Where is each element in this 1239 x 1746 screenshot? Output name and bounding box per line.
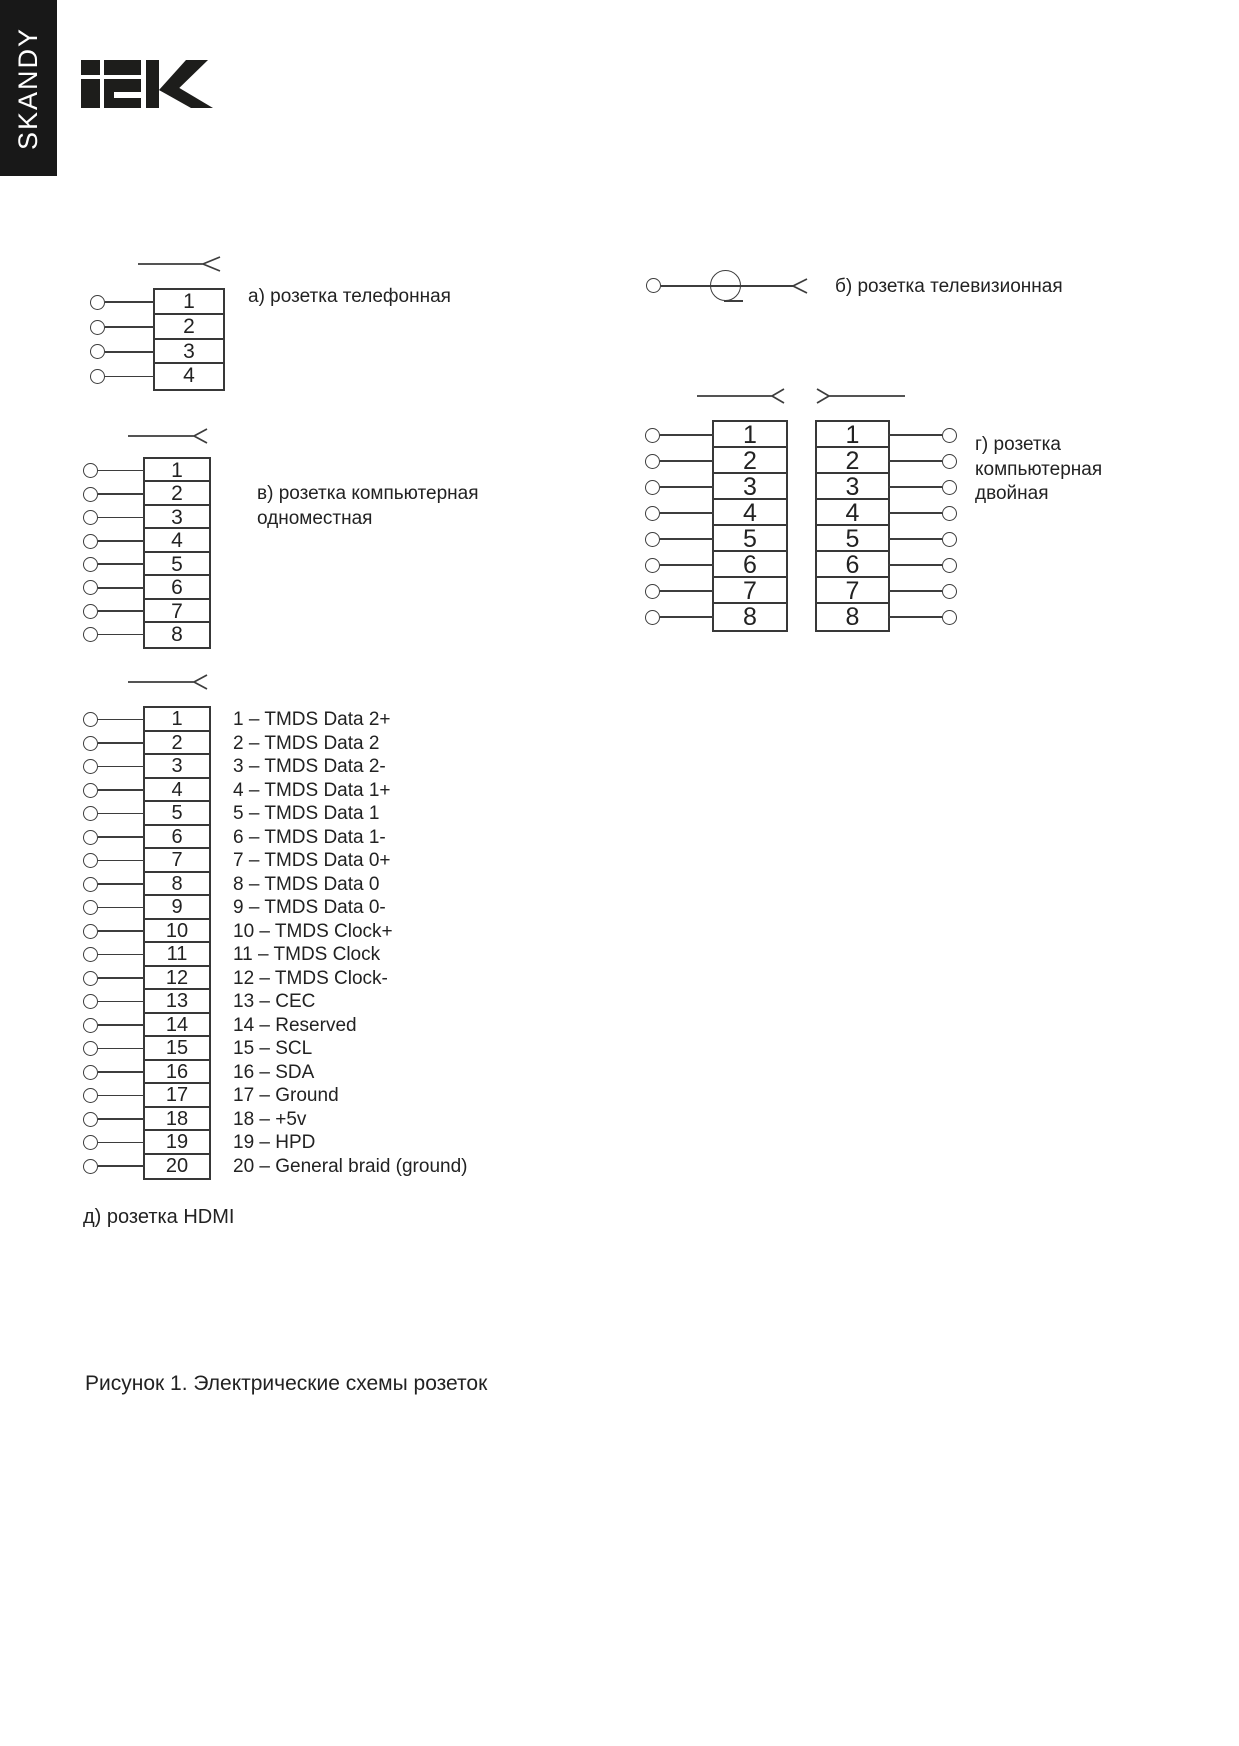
- pin-row: [145, 600, 209, 623]
- pin-row: [714, 526, 786, 552]
- pin-lead-line: [98, 1095, 145, 1097]
- pin-terminal-circle-icon: [83, 627, 98, 642]
- pin-number: 1: [183, 290, 195, 313]
- pin-number: 2: [171, 482, 183, 506]
- pin-row: [155, 364, 223, 389]
- pin-terminal-circle-icon: [942, 454, 957, 469]
- pin-lead-line: [660, 590, 714, 592]
- pin-description: 20 – General braid (ground): [233, 1155, 468, 1177]
- pin-terminal-circle-icon: [645, 532, 660, 547]
- pin-lead-line: [888, 538, 942, 540]
- pin-number: 4: [845, 499, 860, 527]
- pin-description: 1 – TMDS Data 2+: [233, 709, 391, 730]
- connector-fork-icon: [697, 387, 784, 405]
- label-line: в) розетка компьютерная: [257, 483, 479, 504]
- pin-terminal-circle-icon: [83, 1018, 98, 1033]
- pin-row: [145, 623, 209, 646]
- pin-description: 14 – Reserved: [233, 1014, 357, 1036]
- pin-terminal-circle-icon: [90, 369, 105, 384]
- pin-number: 13: [165, 990, 189, 1012]
- pin-row: [714, 422, 786, 448]
- pin-lead-line: [660, 538, 714, 540]
- pin-number: 4: [743, 499, 757, 527]
- pin-number: 8: [743, 603, 757, 631]
- pin-row: [817, 604, 888, 630]
- pin-terminal-circle-icon: [942, 532, 957, 547]
- pin-row: [817, 526, 888, 552]
- telephone-socket-label: а) розетка телефонная: [248, 286, 451, 307]
- pin-row: [145, 778, 391, 803]
- computer-double-socket-label: [975, 433, 1102, 507]
- pin-terminal-circle-icon: [83, 1135, 98, 1150]
- pin-row: [145, 896, 386, 920]
- pin-terminal-circle-icon: [83, 806, 98, 821]
- pin-number: 5: [171, 802, 183, 824]
- iek-logo-icon: [81, 59, 214, 109]
- pin-terminal-circle-icon: [645, 584, 660, 599]
- pin-terminal-circle-icon: [83, 924, 98, 939]
- pin-lead-line: [105, 326, 155, 328]
- telephone-pinbox: [153, 288, 225, 391]
- pin-number: 17: [165, 1084, 189, 1106]
- pin-lead-line: [660, 460, 714, 462]
- pin-terminal-circle-icon: [83, 994, 98, 1009]
- pin-number: 15: [165, 1037, 189, 1059]
- pin-terminal-circle-icon: [83, 1041, 98, 1056]
- pin-description: 15 – SCL: [233, 1038, 313, 1059]
- pin-lead-line: [98, 954, 145, 956]
- pin-description: 10 – TMDS Clock+: [233, 920, 393, 942]
- pin-lead-line: [98, 610, 145, 612]
- pin-row: [817, 448, 888, 474]
- pin-row: [145, 1013, 357, 1038]
- pin-terminal-circle-icon: [645, 454, 660, 469]
- pin-row: [145, 1107, 307, 1132]
- pin-row: [817, 422, 888, 448]
- pin-row: [155, 290, 223, 315]
- pin-terminal-circle-icon: [83, 1159, 98, 1174]
- pin-lead-line: [98, 1118, 145, 1120]
- pin-lead-line: [105, 376, 155, 378]
- pin-terminal-circle-icon: [645, 558, 660, 573]
- pin-lead-line: [98, 930, 145, 932]
- pin-lead-line: [98, 470, 145, 472]
- pin-row: [145, 1154, 468, 1179]
- pin-lead-line: [98, 1024, 145, 1026]
- pin-terminal-circle-icon: [83, 830, 98, 845]
- pin-number: 5: [845, 525, 860, 553]
- pin-number: 8: [171, 872, 183, 895]
- pin-number: 6: [171, 576, 183, 600]
- pin-lead-line: [888, 564, 942, 566]
- pin-row: [714, 552, 786, 578]
- pin-terminal-circle-icon: [942, 480, 957, 495]
- pin-number: 2: [845, 447, 860, 475]
- pin-terminal-circle-icon: [83, 947, 98, 962]
- pin-terminal-circle-icon: [83, 534, 98, 549]
- pin-description: 9 – TMDS Data 0-: [233, 897, 386, 918]
- pin-lead-line: [98, 789, 145, 791]
- hdmi-socket-label: д) розетка HDMI: [83, 1206, 235, 1228]
- figure-caption: Рисунок 1. Электрические схемы розеток: [85, 1372, 488, 1395]
- pin-terminal-circle-icon: [83, 900, 98, 915]
- pin-description: 16 – SDA: [233, 1061, 315, 1083]
- pin-lead-line: [660, 564, 714, 566]
- pin-number: 2: [183, 314, 195, 338]
- connector-fork-icon: [128, 427, 207, 445]
- pin-lead-line: [98, 1165, 145, 1167]
- pin-row: [145, 1131, 316, 1155]
- label-line: компьютерная: [975, 458, 1103, 480]
- pin-lead-line: [98, 766, 145, 768]
- pin-terminal-circle-icon: [83, 580, 98, 595]
- pin-number: 10: [165, 919, 189, 942]
- computer-single-socket-label: [257, 482, 478, 531]
- pin-terminal-circle-icon: [83, 736, 98, 751]
- pin-row: [145, 529, 209, 552]
- tv-socket-circle-icon: [710, 270, 741, 301]
- pin-row: [714, 474, 786, 500]
- pin-lead-line: [98, 1048, 145, 1050]
- pin-number: 20: [165, 1154, 189, 1177]
- pin-row: [145, 708, 391, 732]
- pin-terminal-circle-icon: [942, 610, 957, 625]
- pin-row: [145, 755, 386, 779]
- pin-description: 12 – TMDS Clock-: [233, 967, 388, 989]
- pin-row: [145, 849, 391, 873]
- pin-number: 5: [171, 552, 183, 576]
- pin-terminal-circle-icon: [83, 853, 98, 868]
- label-line: г) розетка: [975, 434, 1061, 455]
- pin-number: 1: [171, 708, 183, 730]
- pin-row: [145, 919, 393, 944]
- pin-description: 2 – TMDS Data 2: [233, 732, 380, 754]
- computer-double-right-pinbox: [815, 420, 890, 632]
- pin-lead-line: [888, 616, 942, 618]
- series-side-tab-label: SKANDY: [13, 26, 44, 150]
- pin-lead-line: [660, 616, 714, 618]
- pin-lead-line: [98, 634, 145, 636]
- pin-lead-line: [660, 486, 714, 488]
- pin-number: 7: [743, 577, 757, 605]
- pin-row: [145, 802, 380, 826]
- pin-number: 8: [845, 603, 860, 631]
- pin-number: 3: [845, 473, 860, 501]
- pin-row: [145, 576, 209, 599]
- pin-number: 3: [183, 339, 195, 363]
- pin-terminal-circle-icon: [83, 604, 98, 619]
- pin-lead-line: [98, 1001, 145, 1003]
- pin-number: 9: [171, 896, 183, 918]
- pin-terminal-circle-icon: [83, 1065, 98, 1080]
- pin-row: [145, 1060, 315, 1085]
- pin-row: [817, 500, 888, 526]
- pin-row: [155, 315, 223, 340]
- connector-fork-icon: [792, 277, 808, 295]
- pin-lead-line: [98, 883, 145, 885]
- pin-row: [145, 966, 388, 991]
- pin-lead-line: [888, 512, 942, 514]
- pin-terminal-circle-icon: [645, 428, 660, 443]
- pin-row: [145, 459, 209, 482]
- pin-terminal-circle-icon: [83, 510, 98, 525]
- pin-number: 3: [171, 505, 183, 529]
- pin-number: 7: [845, 577, 860, 605]
- pin-number: 6: [743, 551, 757, 579]
- pin-number: 7: [171, 599, 183, 623]
- pin-row: [145, 553, 209, 576]
- pin-number: 1: [845, 421, 860, 449]
- pin-lead-line: [105, 301, 155, 303]
- pin-lead-line: [98, 813, 145, 815]
- pin-lead-line: [660, 512, 714, 514]
- pin-lead-line: [98, 540, 145, 542]
- connector-fork-mirrored-icon: [817, 387, 905, 405]
- pin-terminal-circle-icon: [83, 877, 98, 892]
- pin-terminal-circle-icon: [83, 1112, 98, 1127]
- pin-row: [145, 731, 380, 756]
- pin-number: 8: [171, 623, 183, 647]
- pin-lead-line: [98, 742, 145, 744]
- pin-description: 17 – Ground: [233, 1085, 339, 1106]
- pin-number: 4: [183, 364, 195, 388]
- pin-terminal-circle-icon: [83, 759, 98, 774]
- connector-fork-icon: [138, 255, 220, 273]
- pin-terminal-circle-icon: [83, 557, 98, 572]
- pin-lead-line: [98, 977, 145, 979]
- pin-row: [155, 340, 223, 365]
- pin-row: [145, 482, 209, 505]
- pin-terminal-circle-icon: [942, 558, 957, 573]
- tv-socket-tail-line: [724, 300, 743, 302]
- pin-terminal-circle-icon: [645, 506, 660, 521]
- pin-description: 18 – +5v: [233, 1108, 307, 1130]
- pin-terminal-circle-icon: [83, 1088, 98, 1103]
- pin-row: [817, 474, 888, 500]
- pin-description: 6 – TMDS Data 1-: [233, 826, 386, 848]
- pin-number: 1: [743, 421, 757, 449]
- pin-lead-line: [660, 434, 714, 436]
- pin-terminal-circle-icon: [83, 971, 98, 986]
- pin-row: [145, 1037, 313, 1061]
- pin-lead-line: [98, 860, 145, 862]
- pin-description: 3 – TMDS Data 2-: [233, 756, 386, 777]
- pin-lead-line: [98, 563, 145, 565]
- pin-lead-line: [98, 587, 145, 589]
- pin-number: 4: [171, 778, 183, 801]
- pin-row: [145, 506, 209, 529]
- series-side-tab: [0, 0, 57, 176]
- pin-description: 8 – TMDS Data 0: [233, 873, 380, 895]
- pin-number: 7: [171, 849, 183, 871]
- pin-terminal-circle-icon: [83, 487, 98, 502]
- pin-number: 12: [165, 966, 189, 989]
- pin-description: 4 – TMDS Data 1+: [233, 779, 391, 801]
- pin-row: [145, 1084, 339, 1108]
- pin-number: 3: [171, 755, 183, 777]
- pin-number: 1: [171, 459, 183, 482]
- pin-lead-line: [98, 719, 145, 721]
- label-line: двойная: [975, 483, 1049, 504]
- pin-number: 2: [171, 731, 183, 754]
- pin-lead-line: [888, 486, 942, 488]
- pin-row: [714, 448, 786, 474]
- pin-lead-line: [888, 460, 942, 462]
- pin-number: 14: [165, 1013, 189, 1036]
- computer-double-left-pinbox: [712, 420, 788, 632]
- pin-number: 19: [165, 1131, 189, 1153]
- tv-socket-label: б) розетка телевизионная: [835, 276, 1063, 297]
- pin-description: 7 – TMDS Data 0+: [233, 850, 391, 871]
- pin-terminal-circle-icon: [646, 278, 661, 293]
- pin-terminal-circle-icon: [90, 295, 105, 310]
- pin-number: 11: [166, 943, 188, 965]
- pin-number: 18: [165, 1107, 189, 1130]
- pin-description: 11 – TMDS Clock: [233, 944, 381, 965]
- pin-terminal-circle-icon: [83, 712, 98, 727]
- pin-row: [714, 500, 786, 526]
- pin-terminal-circle-icon: [83, 783, 98, 798]
- pin-number: 5: [743, 525, 757, 553]
- pin-lead-line: [98, 1071, 145, 1073]
- pin-number: 2: [743, 447, 757, 475]
- pin-lead-line: [105, 351, 155, 353]
- pin-lead-line: [888, 590, 942, 592]
- pin-terminal-circle-icon: [90, 320, 105, 335]
- pin-terminal-circle-icon: [942, 428, 957, 443]
- pin-terminal-circle-icon: [942, 506, 957, 521]
- pin-terminal-circle-icon: [90, 344, 105, 359]
- hdmi-pinbox: [143, 706, 468, 1180]
- pin-description: 5 – TMDS Data 1: [233, 803, 380, 824]
- pin-number: 4: [171, 529, 183, 553]
- pin-description: 13 – CEC: [233, 991, 316, 1012]
- pin-row: [145, 943, 381, 967]
- pin-row: [714, 604, 786, 630]
- pin-terminal-circle-icon: [645, 610, 660, 625]
- pin-lead-line: [98, 836, 145, 838]
- pin-number: 3: [743, 473, 757, 501]
- pin-terminal-circle-icon: [645, 480, 660, 495]
- pin-number: 16: [165, 1060, 189, 1083]
- pin-terminal-circle-icon: [83, 463, 98, 478]
- pin-description: 19 – HPD: [233, 1132, 316, 1153]
- pin-lead-line: [98, 1142, 145, 1144]
- label-line: одноместная: [257, 507, 373, 529]
- pin-row: [817, 578, 888, 604]
- pin-row: [714, 578, 786, 604]
- pin-lead-line: [98, 517, 145, 519]
- pin-row: [145, 872, 380, 897]
- computer-single-pinbox: [143, 457, 211, 649]
- pin-lead-line: [98, 493, 145, 495]
- pin-row: [145, 825, 386, 850]
- pin-lead-line: [98, 907, 145, 909]
- pin-terminal-circle-icon: [942, 584, 957, 599]
- pin-row: [145, 990, 316, 1014]
- pin-number: 6: [845, 551, 860, 579]
- connector-fork-icon: [128, 673, 207, 691]
- pin-row: [817, 552, 888, 578]
- pin-lead-line: [888, 434, 942, 436]
- pin-number: 6: [171, 825, 183, 848]
